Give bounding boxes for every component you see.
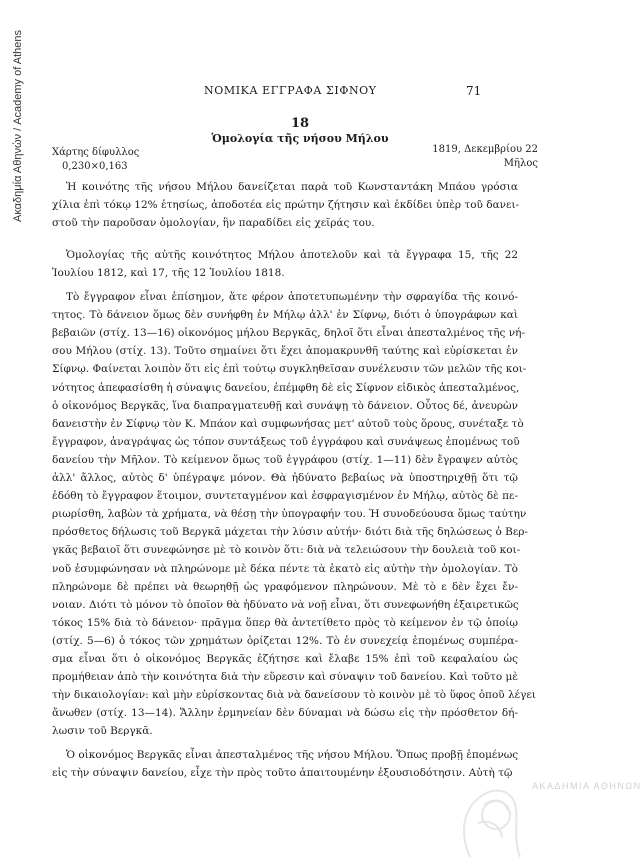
commentary-line: ἄνωθεν (στίχ. 13—14). Ἄλλην ἑρμηνείαν δὲν δύναμαι νὰ δώσω εἰς τὴν πρόσθετον δή-	[52, 707, 518, 720]
commentary-line: νότητος ἀπεφασίσθη ἡ σύναψις δανείου, ἐπέμφθη δὲ εἰς Σίφνον εἰδικὸς ἀπεσταλμένος,	[52, 381, 520, 394]
regest-line: στοῦ τὴν παροῦσαν ὁμολογίαν, ἣν παραδίδει εἰς χεῖράς του.	[52, 217, 375, 230]
commentary-line: σμα εἶναι ὅτι ὁ οἰκονόμος Βεργκᾶς ἐζήτησε καὶ ἔλαβε 15% ἐπὶ τοῦ κεφαλαίου ὡς	[52, 653, 518, 665]
regest-line: Ἡ κοινότης τῆς νήσου Μήλου δανείζεται παρὰ τοῦ Κωνσταντάκη Μπάου γρόσια	[66, 181, 518, 193]
commentary-line: τόκος 15% διὰ τὸ δάνειον· πρᾶγμα ὅπερ θὰ ἀντετίθετο πρὸς τὸ κείμενον ἐν τῷ ὁποίῳ	[52, 616, 518, 629]
commentary-line: τὴν δικαιολογίαν: καὶ μὴν εὑρίσκοντας διὰ νὰ δανείσουν τὸ κοινὸν μὲ τὸ ὕφος ὁποῦ λέγει	[52, 689, 536, 702]
commentary-line: προμήθειαν ἀπὸ τὴν κοινότητα διὰ τὴν εὕρεσιν καὶ σύναψιν τοῦ δανείου. Καὶ τοῦτο μὲ	[52, 671, 518, 684]
watermark-text: ΑΚΑΔΗΜΙΑ ΑΘΗΝΩΝ	[532, 781, 642, 791]
closing-line: εἰς τὴν σύναψιν δανείου, εἶχε τὴν πρὸς τοῦτο ἀπαιτουμένην ἐξουσιοδότησιν. Αὐτὴ τῷ	[52, 767, 513, 780]
commentary-line: δανειστὴν ἐν Σίφνῳ τὸν Κ. Μπάον καὶ συμφωνήσας μετ' αὐτοῦ τοὺς ὅρους, συνέταξε τὸ	[52, 417, 524, 430]
document-material-block	[52, 146, 139, 174]
reference-line: Ἰουλίου 1812, καὶ 17, τῆς 12 Ἰουλίου 1818.	[52, 267, 285, 280]
commentary-line: ἐδόθη τὸ ἔγγραφον ἕτοιμον, συντεταγμένον καὶ ἐσφραγισμένον ἐν Μήλῳ, αὐτὸς δὲ πε-	[52, 490, 518, 503]
document-number: 18	[290, 116, 310, 131]
side-label: Ακαδημία Αθηνών / Academy of Athens	[12, 30, 24, 223]
page-number: 71	[466, 84, 482, 98]
document-dimensions: 0,230×0,163	[62, 161, 128, 172]
commentary-line: νοῦ ἐσυμφώνησαν νὰ πληρώνομε μὲ δέκα πέντε τὰ ἑκατὸ εἰς αὐτὴν τὴν ὁμολογίαν. Τὸ	[52, 562, 518, 575]
commentary-line: δανείου τὴν Μῆλον. Τὸ κείμενον ὅμως τοῦ ἐγγράφου (στίχ. 1—11) δὲν ἔγραψεν αὐτὸς	[52, 453, 518, 466]
commentary-line: λωσιν τοῦ Βεργκᾶ.	[52, 725, 153, 738]
document-material: Χάρτης δίφυλλος	[52, 147, 140, 158]
running-head-title: ΝΟΜΙΚΑ ΕΓΓΡΑΦΑ ΣΙΦΝΟΥ	[204, 84, 377, 97]
regest-line: χίλια ἐπὶ τόκῳ 12% ἐτησίως, ἀποδοτέα εἰς πρώτην ζήτησιν καὶ ἐκδίδει ὑπὲρ τοῦ δανει-	[52, 199, 520, 212]
commentary-line: ριωρίσθη, λαβὼν τὰ χρήματα, νὰ θέσῃ τὴν ὑπογραφήν του. Ἡ συνοδεύουσα ὅμως ταύτην	[52, 508, 527, 521]
reference-line: Ὁμολογίας τῆς αὐτῆς κοινότητος Μήλου ἀποτελοῦν καὶ τὰ ἔγγραφα 15, τῆς 22	[66, 249, 518, 261]
commentary-line: πληρώνομε δὲ πρέπει νὰ θεωρηθῇ ὡς γραφόμενον πληρώνουν. Μὲ τὸ ε δὲν ἔχει ἔν-	[52, 580, 518, 593]
commentary-line: γκᾶς βεβαιοῖ ὅτι συνεφώνησε μὲ τὸ κοινὸν ὅτι: διὰ νὰ τελειώσουν τὴν δουλειὰ τοῦ κοι-	[52, 544, 521, 557]
commentary-line: Τὸ ἔγγραφον εἶναι ἐπίσημον, ἅτε φέρον ἀποτετυπωμένην τὴν σφραγίδα τῆς κοινό-	[66, 291, 518, 303]
commentary-line: σου Μήλου (στίχ. 13). Τοῦτο σημαίνει ὅτι ἔχει ἀπομακρυνθῆ ταύτης καὶ εὑρίσκεται ἐν	[52, 345, 518, 358]
watermark	[450, 775, 642, 857]
commentary-line: Σίφνῳ. Φαίνεται λοιπὸν ὅτι εἰς ἐπὶ τούτῳ συγκληθεῖσαν συνέλευσιν τῶν μελῶν τῆς κοι-	[52, 363, 527, 376]
commentary-line: ἀλλ' ἄλλος, αὐτὸς δ' ὑπέγραψε μόνον. Θὰ ἠδύνατο βεβαίως νὰ ὑποστηριχθῇ ὅτι τῷ	[52, 472, 518, 484]
commentary-line: νοιαν. Διότι τὸ μόνον τὸ ὁποῖον θὰ ἠδύνατο νὰ νοῇ εἶναι, ὅτι συνεφωνήθη ἐξαιρετικῶς	[52, 598, 519, 611]
document-date: 1819, Δεκεμβρίου 22	[432, 144, 538, 155]
document-date-block	[432, 143, 538, 171]
closing-line: Ὁ οἰκονόμος Βεργκᾶς εἶναι ἀπεσταλμένος τῆς νήσου Μήλου. Ὅπως προβῇ ἑπομένως	[66, 749, 519, 761]
commentary-line: ὁ οἰκονόμος Βεργκᾶς, ἵνα διαπραγματευθῇ καὶ συνάψῃ τὸ δάνειον. Οὗτος δέ, ἀνευρὼν	[52, 399, 518, 412]
commentary-line: (στίχ. 5—6) ὁ τόκος τῶν χρημάτων ὁρίζεται 12%. Τὸ ἐν συνεχείᾳ ἑπομένως συμπέρα-	[52, 634, 518, 647]
document-place: Μῆλος	[503, 158, 538, 169]
commentary-line: τητος. Τὸ δάνειον ὅμως δὲν συνήφθη ἐν Μήλῳ ἀλλ' ἐν Σίφνῳ, διότι ὁ ὑπογράφων καὶ	[52, 309, 518, 322]
running-head	[0, 84, 600, 100]
commentary-line: πρόσθετος δήλωσις τοῦ Βεργκᾶ μάχεται τὴν λύσιν αὐτήν· διότι διὰ τῆς δηλώσεως ὁ Βερ-	[52, 526, 528, 539]
document-title: Ὁμολογία τῆς νήσου Μήλου	[211, 132, 389, 145]
commentary-line: βεβαιῶν (στίχ. 13—16) οἰκονόμος μήλου Βεργκᾶς, δηλοῖ ὅτι εἶναι ἀπεσταλμένος τῆς νή-	[52, 327, 525, 340]
commentary-line: ἔγγραφον, ἀναγράψας ὡς τόπον συντάξεως τοῦ ἐγγράφου καὶ συνάψεως ἑπομένως τοῦ	[52, 435, 520, 448]
